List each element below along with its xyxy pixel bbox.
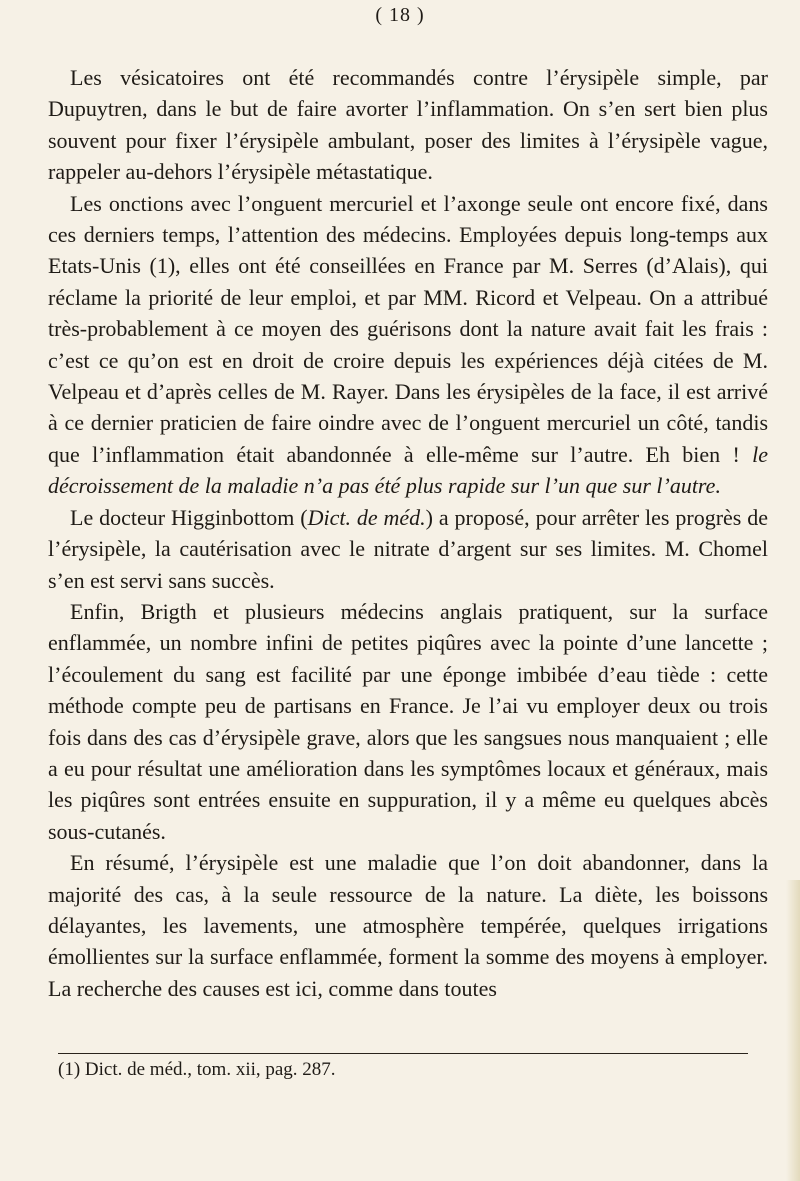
paragraph-resume: En résumé, l’érysipèle est une maladie que l’on doit abandonner, dans la majorité des cas, à la seule ressource de la nature. La diète, les boissons délayantes, les lavements, une atmosphère tempérée, quelques irrigations émollientes sur la surface enflammée, forment la somme des moyens à employer. La recherche des causes est ici, comme dans toutes xyxy=(48,850,768,1001)
paragraph-higginbottom-start: Le docteur Higginbottom ( xyxy=(70,504,308,530)
paragraph-higginbottom-end: ) a proposé, pour arrêter les progrès de l’érysipèle, la cautérisation avec le nitrate d’argent sur ses limites. M. Chomel s’en est servi sans succès. xyxy=(48,504,768,593)
body-text xyxy=(48,62,768,1004)
footnote-divider xyxy=(58,1053,748,1054)
paper-stain xyxy=(786,880,800,1181)
paragraph-onctions-text: Les onctions avec l’onguent mercuriel et l’axonge seule ont encore fixé, dans ces derniers temps, l’attention des médecins. Employées depuis long-temps aux Etats-Unis (1), elles ont été conseillées en France par M. Serres (d’Alais), qui réclame la priorité de leur emploi, et par MM. Ricord et Velpeau. On a attribué très-probablement à ce moyen des guérisons dont la nature avait fait les frais : c’est ce qu’on est en droit de croire depuis les expériences déjà citées de M. Velpeau et d’après celles de M. Rayer. Dans les érysipèles de la face, il est arrivé à ce dernier praticien de faire oindre avec de l’onguent mercuriel un côté, tandis que l’inflammation était abandonnée à elle-même sur l’autre. Eh bien ! xyxy=(48,190,768,467)
paragraph-higginbottom-citation: Dict. de méd. xyxy=(307,504,426,530)
footnote: (1) Dict. de méd., tom. xii, pag. 287. xyxy=(58,1059,336,1080)
paragraph-vesicatoires: Les vésicatoires ont été recommandés contre l’érysipèle simple, par Dupuytren, dans le but de faire avorter l’inflammation. On s’en sert bien plus souvent pour fixer l’érysipèle ambulant, poser des limites à l’érysipèle vague, rappeler au-dehors l’érysipèle métastatique. xyxy=(48,65,768,185)
paragraph-onctions-italic: le décroissement de la maladie n’a pas été plus rapide sur l’un que sur l’autre. xyxy=(48,441,768,499)
page-number: ( 18 ) xyxy=(375,4,425,26)
paragraph-higginbottom xyxy=(48,502,768,596)
paragraph-onctions xyxy=(48,188,768,502)
paragraph-brigth: Enfin, Brigth et plusieurs médecins anglais pratiquent, sur la surface enflammée, un nombre infini de petites piqûres avec la pointe d’une lancette ; l’écoulement du sang est facilité par une éponge imbibée d’eau tiède : cette méthode compte peu de partisans en France. Je l’ai vu employer deux ou trois fois dans des cas d’érysipèle grave, alors que les sangsues nous manquaient ; elle a eu pour résultat une amélioration dans les symptômes locaux et généraux, mais les piqûres sont entrées ensuite en suppuration, il y a même eu quelques abcès sous-cutanés. xyxy=(48,598,768,844)
